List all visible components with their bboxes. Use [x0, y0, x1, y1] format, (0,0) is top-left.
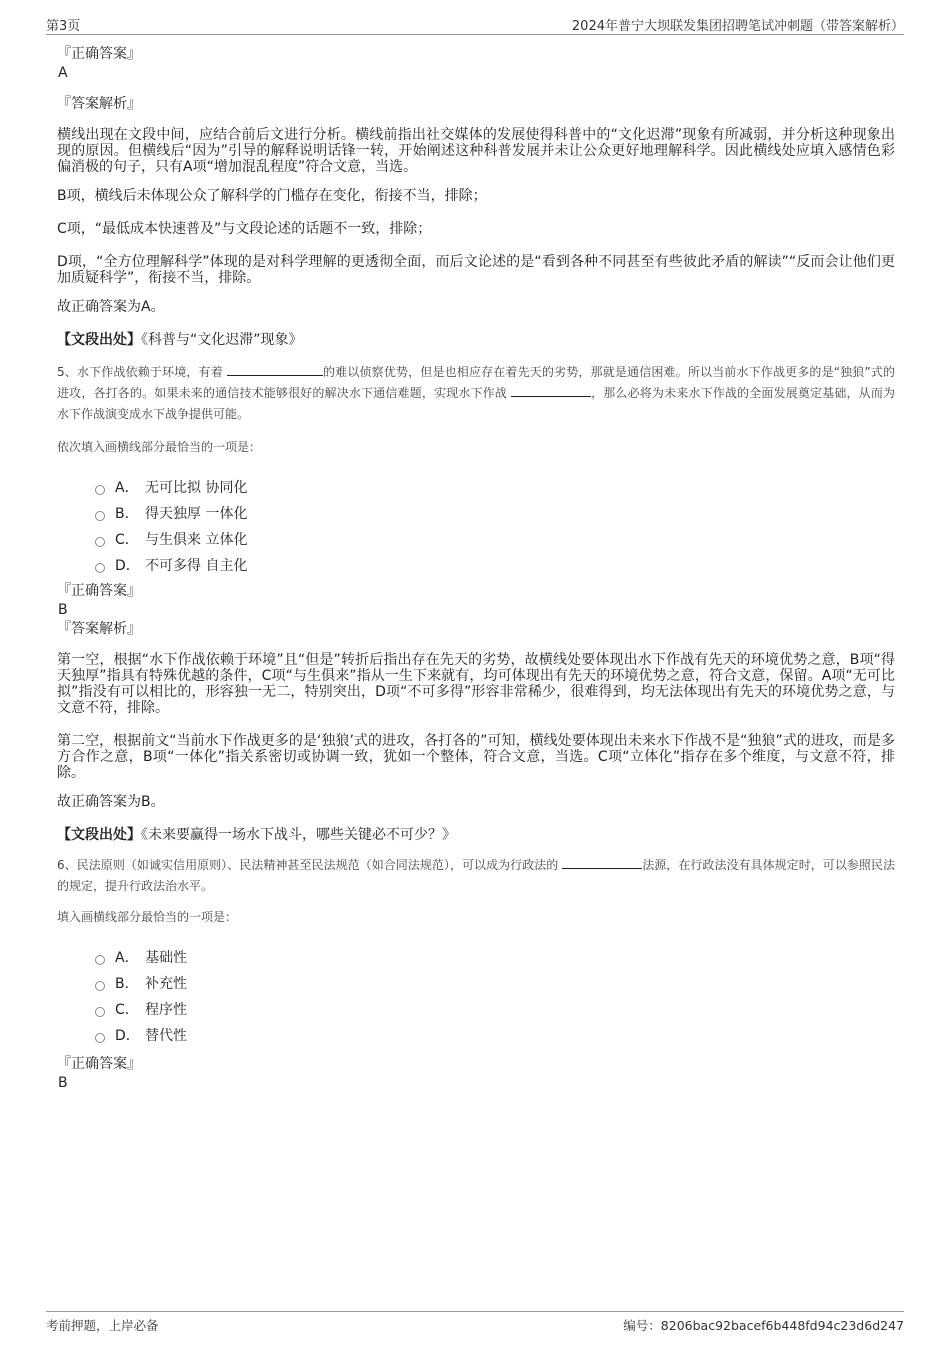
- correct-answer-label: 『正确答案』: [57, 583, 141, 599]
- analysis-label: 『答案解析』: [57, 96, 141, 112]
- q5-text: 5、水下作战依赖于环境，有着: [57, 365, 227, 379]
- q4-analysis-paragraph: C项，“最低成本快速普及”与文段论述的话题不一致，排除；: [57, 221, 432, 237]
- q4-analysis-paragraph: D项，“全方位理解科学”体现的是对科学理解的更透彻全面，而后文论述的是“看到各种不同甚至有些彼此矛盾的解读”“反而会让他们更加质疑科学”，衔接不当，排除。: [57, 254, 895, 286]
- q6-options: [95, 945, 895, 1049]
- option-letter: D．: [115, 558, 140, 574]
- option-d[interactable]: [95, 553, 895, 579]
- q5-text: ，那么必将为未来水下作战的全面发展奠定基础，从而为水下作战演变成水下战争提供可能。: [57, 386, 895, 421]
- radio-icon[interactable]: [95, 981, 105, 991]
- correct-answer-label: 『正确答案』: [57, 46, 141, 62]
- document-title: 2024年普宁大坝联发集团招聘笔试冲刺题（带答案解析）: [571, 19, 904, 34]
- option-b[interactable]: [95, 501, 895, 527]
- q5-analysis-paragraph: 第二空，根据前文“当前水下作战更多的是‘独狼’式的进攻，各打各的”可知，横线处要体现出未来水下作战不是“独狼”式的进攻，而是多方合作之意，B项“一体化”指关系密切或协调一致，犹如一个整体，符合文意，当选。C项“立体化”指存在多个维度，与文意不符，排除。: [57, 733, 895, 781]
- q5-question: [57, 362, 895, 425]
- q5-source: [57, 827, 895, 843]
- radio-icon[interactable]: [95, 511, 105, 521]
- radio-icon[interactable]: [95, 1033, 105, 1043]
- option-letter: A．: [115, 950, 139, 966]
- q5-analysis-paragraph: 故正确答案为B。: [57, 794, 165, 810]
- q6-question: [57, 855, 895, 897]
- option-c[interactable]: [95, 997, 895, 1023]
- page-number: 第3页: [46, 19, 81, 34]
- q5-source-title: 《未来要赢得一场水下战斗，哪些关键必不可少？》: [141, 827, 456, 843]
- option-text: 得天独厚 一体化: [145, 506, 248, 522]
- option-text: 与生俱来 立体化: [145, 532, 248, 548]
- radio-icon[interactable]: [95, 1007, 105, 1017]
- q5-text: 的难以侦察优势，但是也相应存在着先天的劣势，那就是通信困难。所以当前水下作战更多的是“独狼”式的进攻，各打各的。如果未来的通信技术能够很好的解决水下通信难题，实现水下作战: [57, 365, 895, 400]
- q4-source: [57, 332, 895, 348]
- option-letter: C．: [115, 1002, 139, 1018]
- blank-line: [227, 363, 323, 376]
- blank-line: [562, 856, 642, 869]
- q5-answer: B: [58, 602, 68, 618]
- q6-answer: B: [58, 1075, 68, 1091]
- document-body: [57, 45, 895, 1093]
- option-letter: B．: [115, 506, 139, 522]
- q4-analysis-paragraph: B项，横线后未体现公众了解科学的门槛存在变化，衔接不当，排除；: [57, 188, 487, 204]
- q6-prompt: 填入画横线部分最恰当的一项是：: [57, 910, 238, 924]
- correct-answer-label: 『正确答案』: [57, 1056, 141, 1072]
- option-letter: D．: [115, 1028, 140, 1044]
- code-label: 编号：: [623, 1318, 661, 1333]
- document-code: [623, 1316, 904, 1334]
- option-d[interactable]: [95, 1023, 895, 1049]
- code-value: 8206bac92bacef6b448fd94c23d6d247: [660, 1318, 904, 1333]
- q4-analysis-paragraph: 故正确答案为A。: [57, 299, 165, 315]
- option-a[interactable]: [95, 475, 895, 501]
- q6-text: 6、民法原则（如诚实信用原则）、民法精神甚至民法规范（如合同法规范），可以成为行政法的: [57, 858, 563, 872]
- option-c[interactable]: [95, 527, 895, 553]
- radio-icon[interactable]: [95, 563, 105, 573]
- option-text: 无可比拟 协同化: [145, 480, 248, 496]
- q4-source-title: 《科普与“文化迟滞”现象》: [141, 332, 303, 348]
- option-text: 替代性: [145, 1028, 187, 1044]
- option-letter: A．: [115, 480, 139, 496]
- q5-options: [95, 475, 895, 579]
- source-label: 【文段出处】: [57, 332, 141, 348]
- q6-text: 法源，在行政法没有具体规定时，可以参照民法的规定，提升行政法治水平。: [57, 858, 895, 893]
- option-letter: C．: [115, 532, 139, 548]
- page-header: [46, 12, 904, 35]
- option-text: 程序性: [145, 1002, 187, 1018]
- option-text: 补充性: [145, 976, 187, 992]
- analysis-label: 『答案解析』: [57, 621, 141, 637]
- radio-icon[interactable]: [95, 537, 105, 547]
- blank-line: [511, 384, 591, 397]
- footer-slogan: 考前押题，上岸必备: [46, 1318, 159, 1333]
- q5-prompt: 依次填入画横线部分最恰当的一项是：: [57, 440, 262, 454]
- q4-analysis-paragraph: 横线出现在文段中间，应结合前后文进行分析。横线前指出社交媒体的发展使得科普中的“文化迟滞”现象有所减弱，并分析这种现象出现的原因。但横线后“因为”引导的解释说明话锋一转，开始阐述这种科普发展并未让公众更好地理解科学。因此横线处应填入感情色彩偏消极的句子，只有A项“增加混乱程度”符合文意，当选。: [57, 127, 895, 175]
- q4-answer: A: [58, 65, 68, 81]
- option-b[interactable]: [95, 971, 895, 997]
- q5-analysis-paragraph: 第一空，根据“水下作战依赖于环境”且“但是”转折后指出存在先天的劣势，故横线处要体现出水下作战有先天的环境优势之意，B项“得天独厚”指具有特殊优越的条件，C项“与生俱来”指从一生下来就有，均可体现出有先天的环境优势之意，符合文意，保留。A项“无可比拟”指没有可以相比的，形容独一无二，特别突出，D项“不可多得”形容非常稀少，很难得到，均无法体现出有先天的环境优势之意，与文意不符，排除。: [57, 652, 895, 716]
- source-label: 【文段出处】: [57, 827, 141, 843]
- radio-icon[interactable]: [95, 955, 105, 965]
- option-text: 不可多得 自主化: [145, 558, 248, 574]
- page-footer: [46, 1311, 904, 1336]
- radio-icon[interactable]: [95, 485, 105, 495]
- option-letter: B．: [115, 976, 139, 992]
- option-text: 基础性: [145, 950, 187, 966]
- option-a[interactable]: [95, 945, 895, 971]
